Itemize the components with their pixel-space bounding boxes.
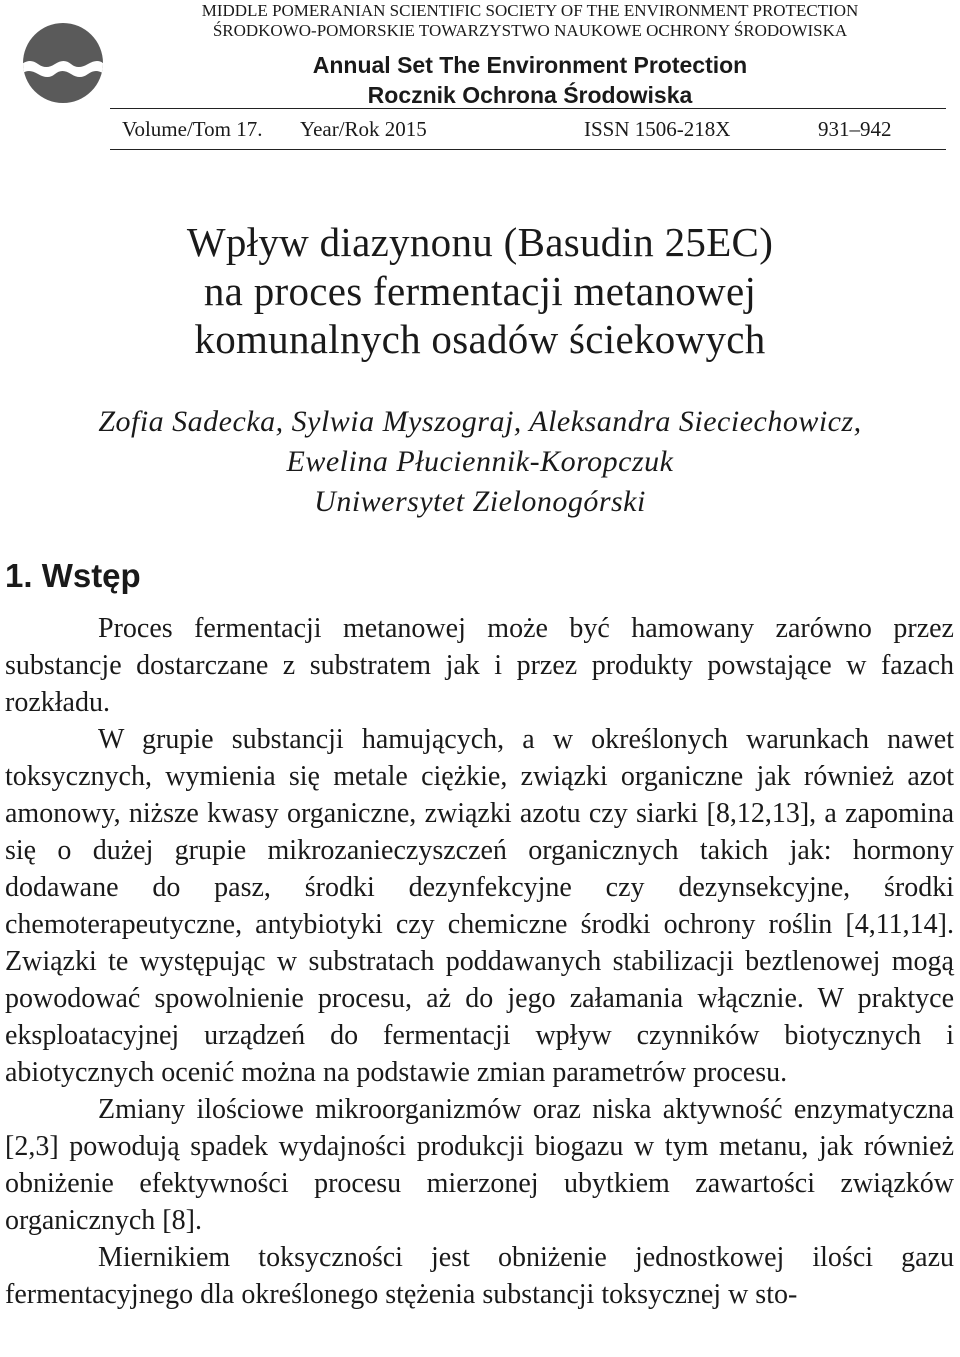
body-paragraph-4: Miernikiem toksyczności jest obniżenie jednostkowej ilości gazu fermentacyjnego dla określonego stężenia substancji toksycznej w sto- [5,1242,954,1310]
header-top-rule [110,108,946,109]
header-bottom-rule [110,149,946,150]
article-title-line-3: komunalnych osadów ściekowych [194,316,766,362]
body-paragraph-2: W grupie substancji hamujących, a w określonych warunkach nawet toksycznych, wymienia się metale ciężkie, związki organiczne jak również azot amonowy, niższe kwasy organiczne, związki azotu czy siarki [8,12,13], a zapomina się o dużej grupie mikrozanieczyszczeń organicznych takich jak: hormony dodawane do pasz, środki dezynfekcyjne czy dezynsekcyjne, środki chemoterapeutyczne, antybiotyki czy chemiczne środki ochrony roślin [4,11,14]. Związki te występując w substratach poddawanych stabilizacji beztlenowej mogą powodować spowolnienie procesu, aż do jego załamania włącznie. W praktyce eksploatacyjnej urządzeń do fermentacji wpływ czynników biotycznych i abiotycznych ocenić można na podstawie zmian parametrów procesu. [5,724,954,1088]
journal-title-english: Annual Set The Environment Protection [312,52,748,78]
society-logo-icon [22,22,104,104]
article-title-line-2: na proces fermentacji metanowej [203,268,757,314]
article-body [5,610,954,1313]
volume-label: Volume/Tom 17. [122,117,263,141]
year-label: Year/Rok 2015 [300,117,427,141]
society-name-english: MIDDLE POMERANIAN SCIENTIFIC SOCIETY OF THE ENVIRONMENT PROTECTION [201,1,859,20]
body-paragraph-1: Proces fermentacji metanowej może być hamowany zarówno przez substancje dostarczane z substratem jak i przez produkty powstające w fazach rozkładu. [5,613,954,718]
article-title-line-1: Wpływ diazynonu (Basudin 25EC) [186,219,774,265]
authors-line-2: Ewelina Płuciennik-Koropczuk [286,445,674,478]
journal-title-polish: Rocznik Ochrona Środowiska [367,82,693,108]
society-name-polish: ŚRODKOWO-POMORSKIE TOWARZYSTWO NAUKOWE OCHRONY ŚRODOWISKA [212,21,848,40]
authors-line-1: Zofia Sadecka, Sylwia Myszograj, Aleksandra Sieciechowicz, [98,405,862,438]
body-paragraph-3: Zmiany ilościowe mikroorganizmów oraz niska aktywność enzymatyczna [2,3] powodują spadek wydajności produkcji biogazu w tym metanu, jak również obniżenie efektywności procesu mierzonej ubytkiem zawartości związków organicznych [8]. [5,1094,954,1236]
page-range: 931–942 [818,117,892,141]
section-heading: 1. Wstęp [5,557,141,594]
author-affiliation: Uniwersytet Zielonogórski [314,485,646,518]
issn-label: ISSN 1506-218X [584,117,731,141]
